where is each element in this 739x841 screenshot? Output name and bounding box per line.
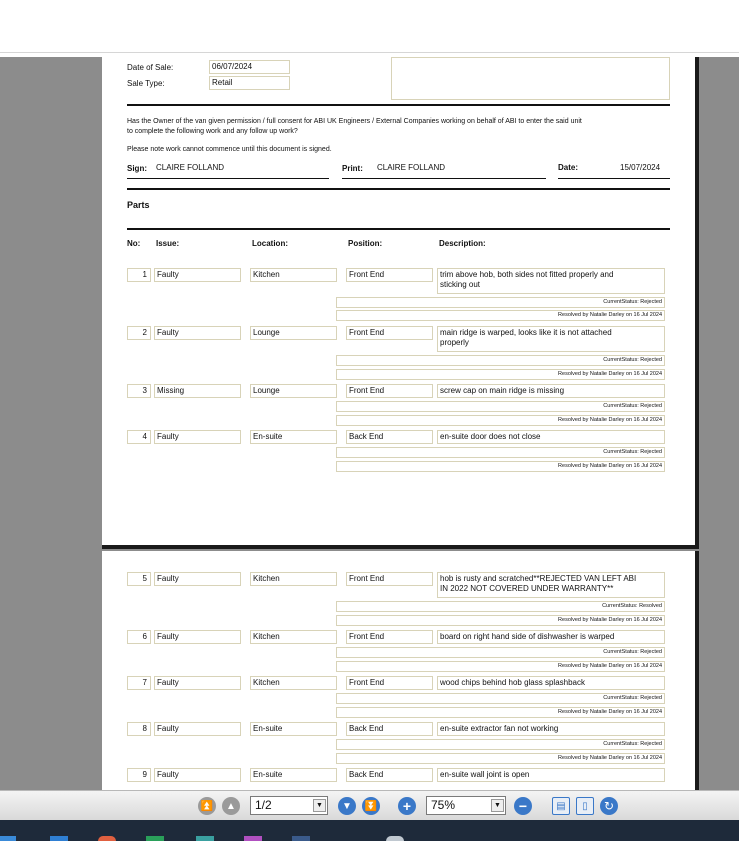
part-status: CurrentStatus: Rejected	[336, 647, 665, 658]
part-issue: Faulty	[154, 630, 241, 644]
part-description-line: sticking out	[440, 280, 481, 289]
next-page-icon[interactable]: ▼	[338, 797, 356, 815]
start-icon[interactable]	[0, 836, 16, 841]
print-label: Print:	[342, 164, 363, 173]
part-position: Front End	[346, 572, 433, 586]
part-resolved: Resolved by Natalie Darley on 16 Jul 2024	[336, 661, 665, 672]
part-resolved: Resolved by Natalie Darley on 16 Jul 2024	[336, 415, 665, 426]
part-location: Lounge	[250, 384, 337, 398]
part-resolved: Resolved by Natalie Darley on 16 Jul 2024	[336, 461, 665, 472]
taskbar-app-icon[interactable]	[196, 836, 214, 841]
part-no: 2	[127, 326, 151, 340]
taskbar-app-icon[interactable]	[386, 836, 404, 841]
part-location: En-suite	[250, 768, 337, 782]
part-issue: Missing	[154, 384, 241, 398]
zoom-select[interactable]	[426, 796, 506, 815]
date-of-sale-field: 06/07/2024	[209, 60, 290, 74]
part-position: Front End	[346, 630, 433, 644]
consent-question-line1: Has the Owner of the van given permission / full consent for ABI UK Engineers / External Companies working on behalf of ABI to enter the said unit	[127, 118, 582, 125]
part-description	[437, 326, 665, 352]
part-position: Back End	[346, 722, 433, 736]
top-blank-area	[0, 0, 739, 53]
part-description	[437, 572, 665, 598]
zoom-out-icon[interactable]: −	[514, 797, 532, 815]
previous-page-icon[interactable]: ▲	[222, 797, 240, 815]
part-no: 5	[127, 572, 151, 586]
part-no: 7	[127, 676, 151, 690]
document-page-2	[102, 551, 699, 790]
part-no: 8	[127, 722, 151, 736]
part-issue: Faulty	[154, 572, 241, 586]
part-description-line: properly	[440, 338, 469, 347]
part-description: wood chips behind hob glass splashback	[437, 676, 665, 690]
part-issue: Faulty	[154, 676, 241, 690]
part-status: CurrentStatus: Rejected	[336, 739, 665, 750]
part-description-line: main ridge is warped, looks like it is not attached	[440, 328, 612, 337]
part-description: en-suite wall joint is open	[437, 768, 665, 782]
part-status: CurrentStatus: Resolved	[336, 601, 665, 612]
sign-label: Sign:	[127, 164, 147, 173]
zoom-value: 75%	[431, 798, 456, 812]
part-position: Back End	[346, 768, 433, 782]
col-header-no: No:	[127, 239, 141, 248]
divider	[127, 188, 670, 190]
part-resolved: Resolved by Natalie Darley on 16 Jul 2024	[336, 707, 665, 718]
date-of-sale-label: Date of Sale:	[127, 63, 174, 72]
col-header-issue: Issue:	[156, 239, 180, 248]
print-value: CLAIRE FOLLAND	[377, 163, 446, 172]
sign-underline	[127, 178, 329, 179]
document-page-1	[102, 57, 699, 549]
divider	[127, 104, 670, 106]
part-status: CurrentStatus: Rejected	[336, 401, 665, 412]
pdf-toolbar	[0, 790, 739, 820]
document-viewer[interactable]	[0, 57, 739, 790]
page-number-value: 1/2	[255, 798, 272, 812]
chevron-down-icon[interactable]: ▼	[491, 799, 504, 812]
part-status: CurrentStatus: Rejected	[336, 447, 665, 458]
date-underline	[558, 178, 670, 179]
part-description: board on right hand side of dishwasher is warped	[437, 630, 665, 644]
taskbar-app-icon[interactable]	[50, 836, 68, 841]
date-value: 15/07/2024	[620, 163, 661, 172]
consent-note: Please note work cannot commence until this document is signed.	[127, 146, 332, 153]
part-resolved: Resolved by Natalie Darley on 16 Jul 2024	[336, 310, 665, 321]
part-position: Front End	[346, 268, 433, 282]
last-page-icon[interactable]: ⏬	[362, 797, 380, 815]
fit-width-icon[interactable]: ▤	[552, 797, 570, 815]
part-location: Lounge	[250, 326, 337, 340]
page-number-select[interactable]	[250, 796, 328, 815]
part-status: CurrentStatus: Rejected	[336, 693, 665, 704]
sign-value: CLAIRE FOLLAND	[156, 163, 225, 172]
part-location: Kitchen	[250, 572, 337, 586]
part-description-line: hob is rusty and scratched**REJECTED VAN LEFT ABI	[440, 574, 637, 583]
part-issue: Faulty	[154, 722, 241, 736]
notes-box	[391, 57, 670, 100]
part-location: En-suite	[250, 430, 337, 444]
chevron-down-icon[interactable]: ▼	[313, 799, 326, 812]
part-issue: Faulty	[154, 430, 241, 444]
part-description-line: IN 2022 NOT COVERED UNDER WARRANTY**	[440, 584, 614, 593]
divider	[127, 228, 670, 230]
part-no: 9	[127, 768, 151, 782]
part-description: screw cap on main ridge is missing	[437, 384, 665, 398]
part-position: Back End	[346, 430, 433, 444]
taskbar-app-icon[interactable]	[98, 836, 116, 841]
part-description: en-suite extractor fan not working	[437, 722, 665, 736]
sale-type-label: Sale Type:	[127, 79, 165, 88]
part-location: En-suite	[250, 722, 337, 736]
taskbar-app-icon[interactable]	[244, 836, 262, 841]
col-header-location: Location:	[252, 239, 288, 248]
part-location: Kitchen	[250, 676, 337, 690]
part-no: 4	[127, 430, 151, 444]
part-no: 1	[127, 268, 151, 282]
taskbar-app-icon[interactable]	[146, 836, 164, 841]
part-status: CurrentStatus: Rejected	[336, 355, 665, 366]
first-page-icon[interactable]: ⏫	[198, 797, 216, 815]
part-position: Front End	[346, 676, 433, 690]
part-position: Front End	[346, 326, 433, 340]
part-issue: Faulty	[154, 326, 241, 340]
fit-page-icon[interactable]: ▯	[576, 797, 594, 815]
col-header-position: Position:	[348, 239, 383, 248]
zoom-in-icon[interactable]: +	[398, 797, 416, 815]
taskbar-app-icon[interactable]	[292, 836, 310, 841]
part-status: CurrentStatus: Rejected	[336, 297, 665, 308]
part-resolved: Resolved by Natalie Darley on 16 Jul 2024	[336, 369, 665, 380]
part-issue: Faulty	[154, 268, 241, 282]
part-resolved: Resolved by Natalie Darley on 16 Jul 2024	[336, 753, 665, 764]
part-no: 3	[127, 384, 151, 398]
consent-question-line2: to complete the following work and any follow up work?	[127, 128, 298, 135]
part-no: 6	[127, 630, 151, 644]
taskbar	[0, 820, 739, 841]
col-header-description: Description:	[439, 239, 486, 248]
print-underline	[342, 178, 546, 179]
parts-heading: Parts	[127, 200, 150, 210]
sale-type-field: Retail	[209, 76, 290, 90]
date-label: Date:	[558, 163, 579, 172]
part-issue: Faulty	[154, 768, 241, 782]
part-description	[437, 268, 665, 294]
rotate-icon[interactable]: ↻	[600, 797, 618, 815]
part-position: Front End	[346, 384, 433, 398]
part-location: Kitchen	[250, 630, 337, 644]
part-description-line: trim above hob, both sides not fitted properly and	[440, 270, 614, 279]
part-location: Kitchen	[250, 268, 337, 282]
part-resolved: Resolved by Natalie Darley on 16 Jul 2024	[336, 615, 665, 626]
part-description: en-suite door does not close	[437, 430, 665, 444]
